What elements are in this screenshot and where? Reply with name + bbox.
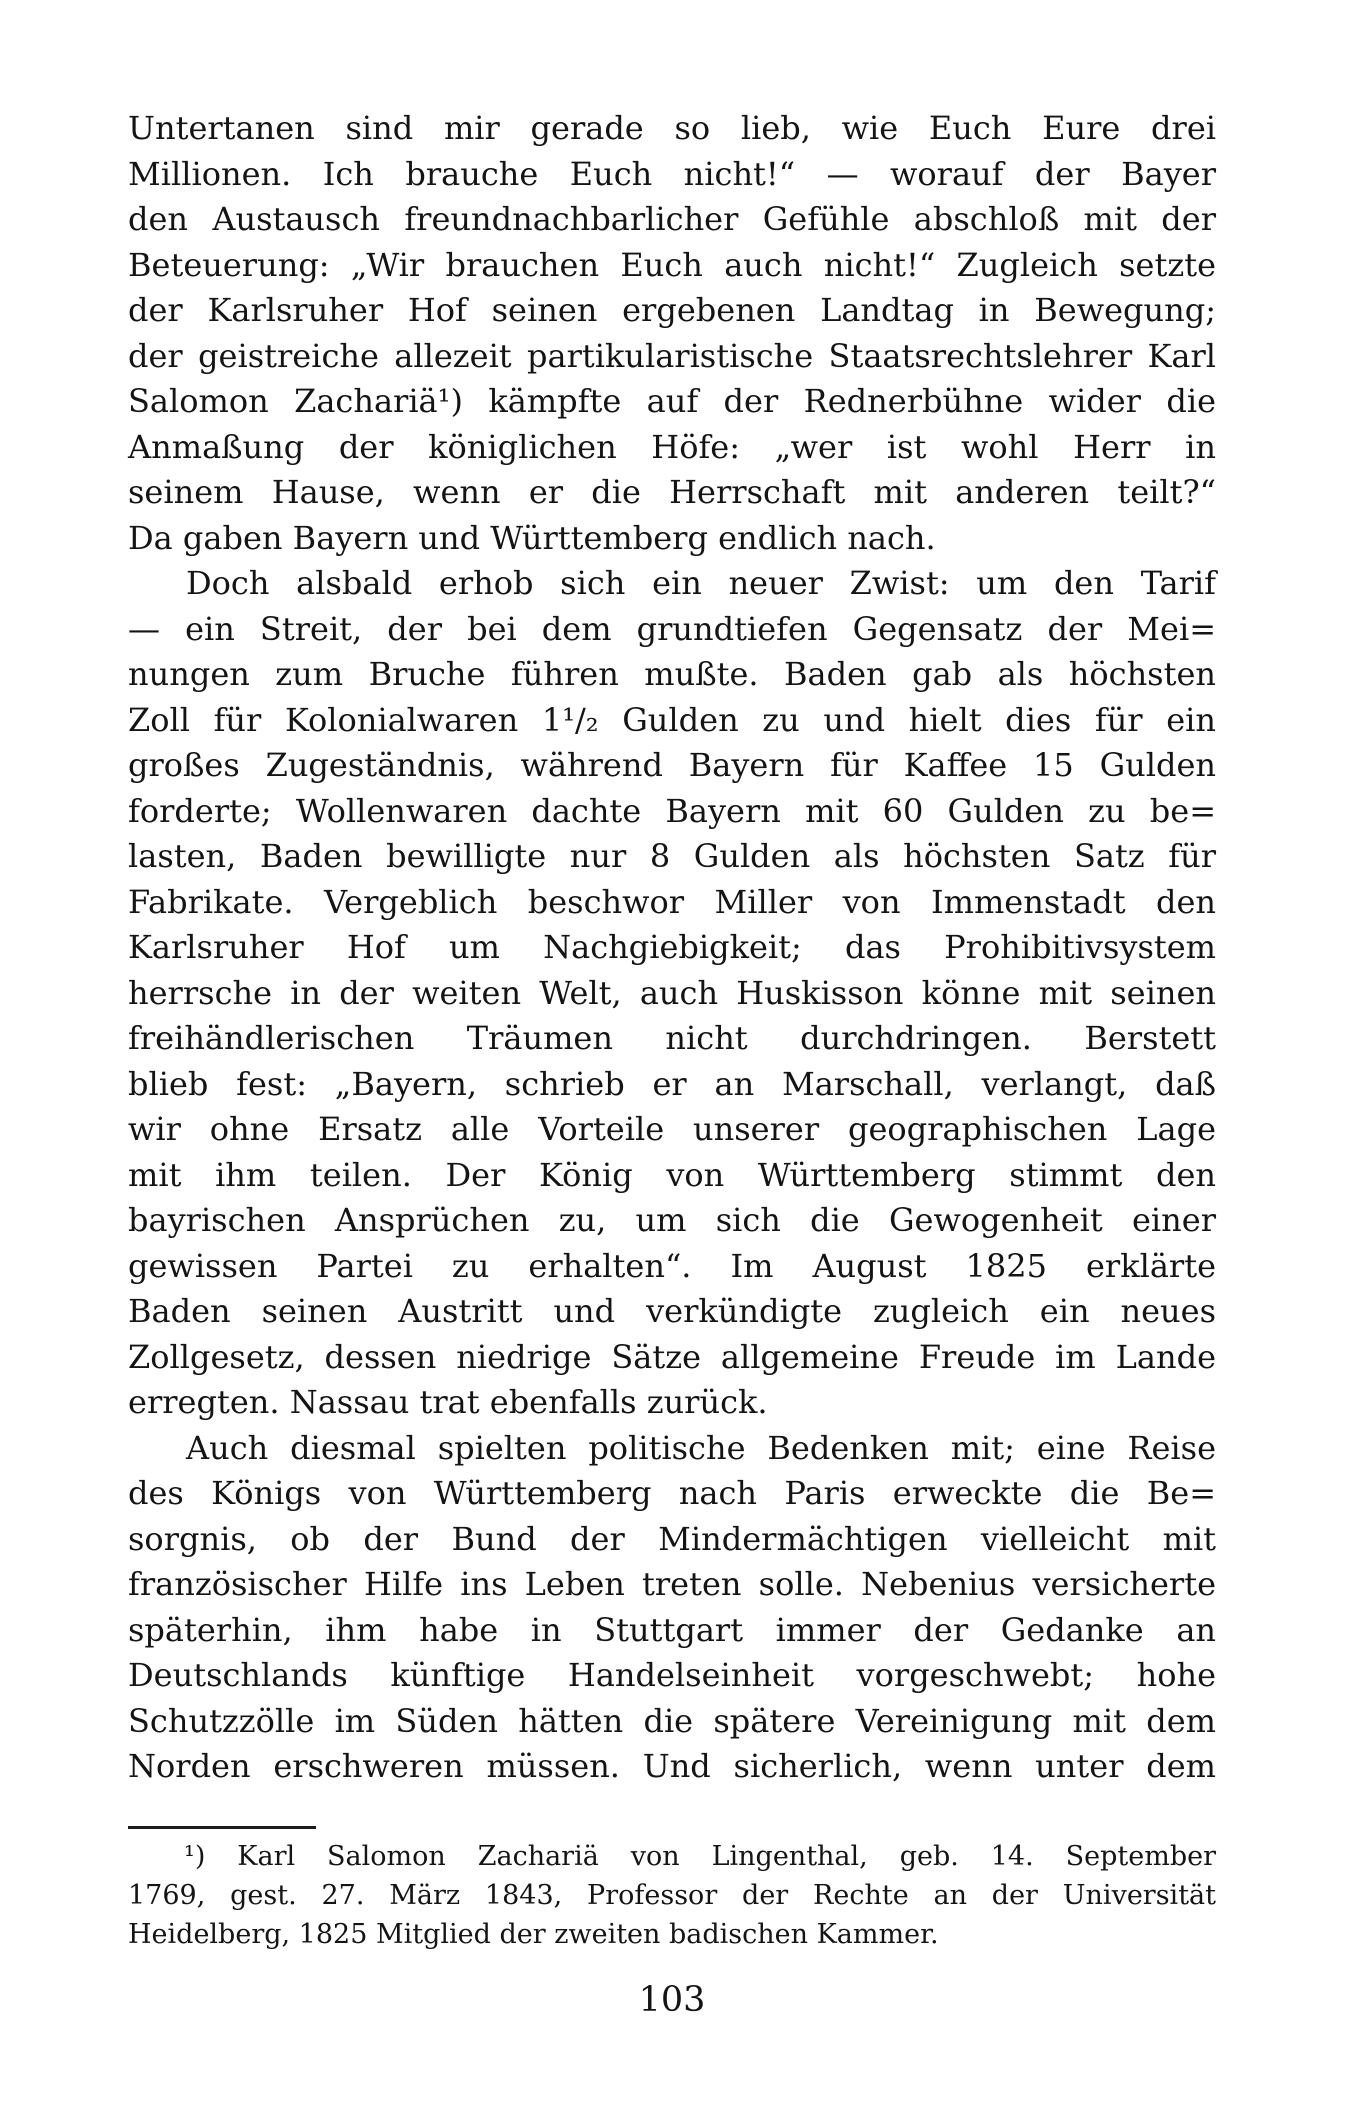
- text-line: Fabrikate. Vergeblich beschwor Miller von Immenstadt den: [128, 882, 1216, 921]
- footnote-rule: [128, 1826, 316, 1829]
- text-line: der Karlsruher Hof seinen ergebenen Landtag in Bewegung;: [128, 291, 1216, 329]
- text-line: herrsche in der weiten Welt, auch Huskisson könne mit seinen: [128, 973, 1216, 1012]
- footnote-line: Heidelberg, 1825 Mitglied der zweiten badischen Kammer.: [128, 1919, 939, 1950]
- text-line: großes Zugeständnis, während Bayern für Kaffee 15 Gulden: [128, 746, 1216, 784]
- text-line: Auch diesmal spielten politische Bedenken mit; eine Reise: [186, 1428, 1216, 1467]
- footnote: [128, 1826, 1216, 1954]
- page-number: 103: [638, 1980, 706, 2020]
- text-line: freihändlerischen Träumen nicht durchdringen. Berstett: [128, 1019, 1216, 1057]
- text-line: den Austausch freundnachbarlicher Gefühle abschloß mit der: [128, 200, 1216, 238]
- text-line: sorgnis, ob der Bund der Mindermächtigen vielleicht mit: [128, 1519, 1216, 1558]
- text-line: Doch alsbald erhob sich ein neuer Zwist: um den Tarif: [186, 564, 1216, 602]
- text-line: nungen zum Bruche führen mußte. Baden gab als höchsten: [128, 655, 1216, 693]
- text-line: Karlsruher Hof um Nachgiebigkeit; das Prohibitivsystem: [128, 928, 1216, 966]
- body-text: [128, 106, 1216, 1790]
- text-line: Salomon Zachariä¹) kämpfte auf der Rednerbühne wider die: [128, 382, 1216, 420]
- text-line: Da gaben Bayern und Württemberg endlich nach.: [128, 518, 936, 557]
- text-line: Baden seinen Austritt und verkündigte zugleich ein neues: [128, 1292, 1216, 1330]
- text-line: französischer Hilfe ins Leben treten solle. Nebenius versicherte: [128, 1565, 1216, 1603]
- text-line: Norden erschweren müssen. Und sicherlich, wenn unter dem: [128, 1747, 1216, 1785]
- text-line: forderte; Wollenwaren dachte Bayern mit 60 Gulden zu be=: [128, 791, 1216, 830]
- text-line: — ein Streit, der bei dem grundtiefen Gegensatz der Mei=: [128, 609, 1216, 648]
- text-line: Anmaßung der königlichen Höfe: „wer ist wohl Herr in: [128, 427, 1216, 466]
- text-line: des Königs von Württemberg nach Paris erweckte die Be=: [128, 1474, 1216, 1512]
- text-line: späterhin, ihm habe in Stuttgart immer der Gedanke an: [128, 1610, 1216, 1649]
- text-line: wir ohne Ersatz alle Vorteile unserer geographischen Lage: [128, 1110, 1216, 1148]
- text-line: mit ihm teilen. Der König von Württemberg stimmt den: [128, 1155, 1216, 1194]
- text-line: seinem Hause, wenn er die Herrschaft mit anderen teilt?“: [128, 473, 1216, 511]
- text-line: Zoll für Kolonialwaren 1¹/₂ Gulden zu und hielt dies für ein: [128, 700, 1216, 739]
- text-line: Deutschlands künftige Handelseinheit vorgeschwebt; hohe: [128, 1656, 1216, 1694]
- footnote-line: 1769, gest. 27. März 1843, Professor der Rechte an der Universität: [128, 1880, 1216, 1911]
- text-line: der geistreiche allezeit partikularistische Staatsrechtslehrer Karl: [128, 336, 1216, 375]
- text-line: Untertanen sind mir gerade so lieb, wie Euch Eure drei: [128, 109, 1216, 147]
- text-line: lasten, Baden bewilligte nur 8 Gulden als höchsten Satz für: [128, 837, 1216, 875]
- text-line: bayrischen Ansprüchen zu, um sich die Gewogenheit einer: [128, 1201, 1216, 1239]
- text-line: erregten. Nassau trat ebenfalls zurück.: [128, 1383, 768, 1421]
- footnote-line: ¹) Karl Salomon Zachariä von Lingenthal, geb. 14. September: [184, 1841, 1216, 1872]
- text-line: blieb fest: „Bayern, schrieb er an Marschall, verlangt, daß: [128, 1064, 1216, 1103]
- text-line: gewissen Partei zu erhalten“. Im August 1825 erklärte: [128, 1246, 1216, 1285]
- text-line: Beteuerung: „Wir brauchen Euch auch nicht!“ Zugleich setzte: [128, 245, 1216, 284]
- text-line: Zollgesetz, dessen niedrige Sätze allgemeine Freude im Lande: [128, 1337, 1216, 1376]
- text-line: Schutzzölle im Süden hätten die spätere Vereinigung mit dem: [128, 1701, 1216, 1740]
- text-line: Millionen. Ich brauche Euch nicht!“ — worauf der Bayer: [128, 154, 1216, 193]
